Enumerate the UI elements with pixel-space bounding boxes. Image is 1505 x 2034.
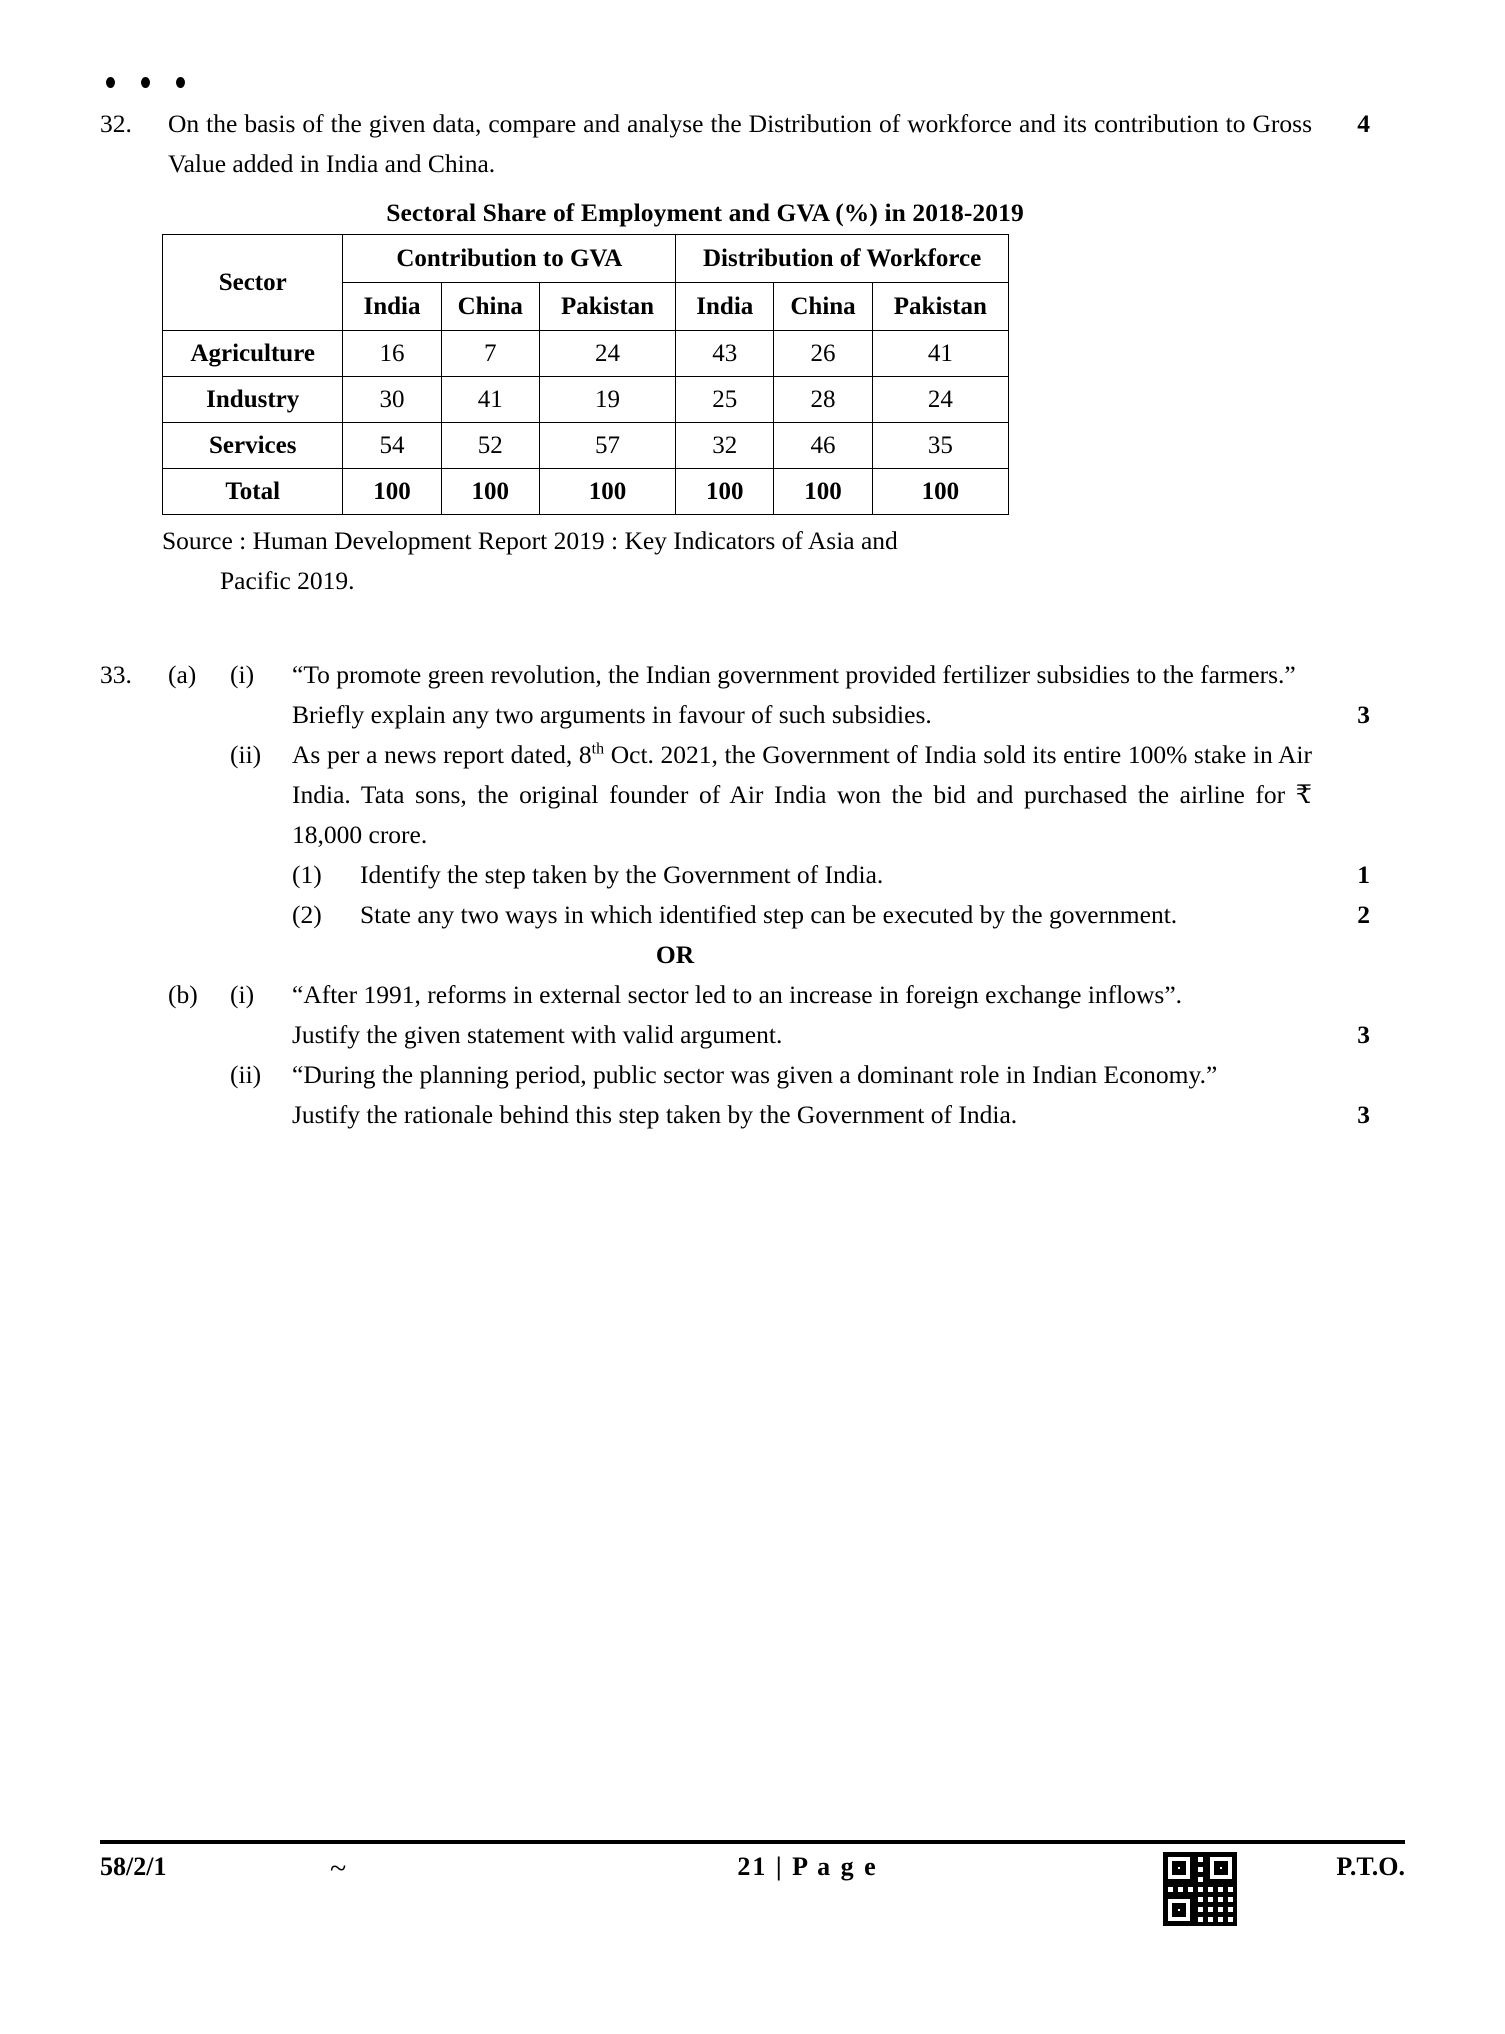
subheader-gva-pakistan: Pakistan [539,283,675,331]
subheader-wf-china: China [774,283,872,331]
header-distribution-of-workforce: Distribution of Workforce [676,235,1009,283]
cell-sector: Total [163,469,343,515]
question-32-number: 32. [100,109,132,138]
footer-divider [100,1840,1405,1844]
question-33-b-ii-task [100,1095,1370,1135]
table-row [163,377,1009,423]
cell-sector: Services [163,423,343,469]
header-contribution-to-gva: Contribution to GVA [343,235,676,283]
table-wrapper [100,234,1370,515]
subheader-gva-china: China [441,283,539,331]
cell-gva-china: 7 [441,331,539,377]
option-b-ii-task: Justify the rationale behind this step taken by the Government of India. [292,1100,1018,1129]
cell-wf-china: 28 [774,377,872,423]
question-33-number: 33. [100,660,132,689]
cell-gva-china: 52 [441,423,539,469]
cell-gva-pakistan: 100 [539,469,675,515]
cell-wf-china: 46 [774,423,872,469]
spacer [100,601,1370,655]
cell-gva-china: 100 [441,469,539,515]
option-b-i-quote: “After 1991, reforms in external sector led to an increase in foreign exchange inflows”. [292,980,1183,1009]
cell-gva-pakistan: 19 [539,377,675,423]
option-a-label: (a) [168,660,197,689]
option-b-ii-quote: “During the planning period, public sector was given a dominant role in Indian Economy.” [292,1060,1218,1089]
cell-gva-pakistan: 57 [539,423,675,469]
cell-wf-pakistan: 24 [872,377,1008,423]
question-33-a-i [100,655,1370,695]
option-b-ii-marks: 3 [1357,1100,1370,1129]
cell-sector: Agriculture [163,331,343,377]
cell-gva-india: 100 [343,469,441,515]
cell-wf-india: 32 [676,423,774,469]
question-33-a-ii-1 [100,855,1370,895]
page-footer [100,1852,1405,1926]
option-a-i-marks: 3 [1357,700,1370,729]
pto-label: P.T.O. [1336,1852,1405,1881]
option-b-i-marks: 3 [1357,1020,1370,1049]
cell-wf-india: 25 [676,377,774,423]
option-a-ii-2-label: (2) [292,900,322,929]
cell-gva-india: 30 [343,377,441,423]
table-header-group-row [163,235,1009,283]
a-ii-ordinal-suffix: th [591,740,605,758]
table-row-total [163,469,1009,515]
header-sector: Sector [163,235,343,331]
or-separator: OR [655,940,695,969]
cell-gva-india: 16 [343,331,441,377]
question-33-a-ii-2 [100,895,1370,935]
a-ii-part1: As per a news report dated, 8 [292,740,592,769]
cell-gva-pakistan: 24 [539,331,675,377]
option-a-ii-1-label: (1) [292,860,322,889]
bullet-dot-icon [141,77,150,88]
question-33-b-i-task [100,1015,1370,1055]
option-a-i-quote: “To promote green revolution, the Indian government provided fertilizer subsidies to the farmers.” [292,660,1296,689]
option-a-ii-2-marks: 2 [1357,900,1370,929]
question-32-text: On the basis of the given data, compare and analyse the Distribution of workforce and its contribution to Gross Value added in India and China. [168,109,1312,178]
option-a-ii-1-text: Identify the step taken by the Government of India. [360,860,884,889]
option-a-i-label: (i) [230,660,255,689]
subheader-gva-india: India [343,283,441,331]
cell-wf-pakistan: 100 [872,469,1008,515]
paper-code: 58/2/1 [100,1852,167,1881]
cell-wf-china: 100 [774,469,872,515]
page-content [100,70,1370,1135]
option-b-i-task: Justify the given statement with valid argument. [292,1020,783,1049]
option-a-i-task: Briefly explain any two arguments in favour of such subsidies. [292,700,932,729]
cell-wf-india: 43 [676,331,774,377]
option-a-ii-label: (ii) [230,740,262,769]
option-b-ii-label: (ii) [230,1060,262,1089]
cell-wf-india: 100 [676,469,774,515]
table-title: Sectoral Share of Employment and GVA (%) in 2018-2019 [386,198,1024,227]
table-source-line-2: Pacific 2019. [220,566,355,595]
tilde-mark: ~ [330,1852,347,1885]
option-b-label: (b) [168,980,198,1009]
qr-finder-bottom-left [1163,1894,1195,1926]
question-33-b-ii [100,1055,1370,1095]
cell-wf-china: 26 [774,331,872,377]
option-a-ii-2-text: State any two ways in which identified step can be executed by the government. [360,900,1178,929]
cell-gva-china: 41 [441,377,539,423]
option-a-ii-text [292,735,1312,855]
page-number: 21 | P a g e [737,1852,878,1881]
table-row [163,331,1009,377]
cell-wf-pakistan: 41 [872,331,1008,377]
option-a-ii-1-marks: 1 [1357,860,1370,889]
cell-sector: Industry [163,377,343,423]
subheader-wf-india: India [676,283,774,331]
bullet-dot-icon [106,77,115,88]
table-source-line-1 [100,521,1370,561]
question-33-a-i-task [100,695,1370,735]
cell-wf-pakistan: 35 [872,423,1008,469]
question-33-a-ii [100,735,1370,855]
question-33-b-i [100,975,1370,1015]
source-text: Source : Human Development Report 2019 : Key Indicators of Asia and [162,526,898,555]
decorative-bullets [106,70,1370,94]
a-ii-part2: Oct. 2021, the Government of India sold its entire 100% stake in Air India. Tata sons, the original founder of Air India won the bid and purchased the airline for ₹ 18,000 crore. [292,740,1312,849]
qr-code-wrapper [1145,1852,1255,1926]
option-b-i-label: (i) [230,980,255,1009]
bullet-dot-icon [176,77,185,88]
qr-code-icon [1163,1852,1237,1926]
sectoral-share-table [162,234,1009,515]
cell-gva-india: 54 [343,423,441,469]
question-32 [100,104,1370,184]
subheader-wf-pakistan: Pakistan [872,283,1008,331]
question-32-marks: 4 [1357,109,1370,138]
table-row [163,423,1009,469]
